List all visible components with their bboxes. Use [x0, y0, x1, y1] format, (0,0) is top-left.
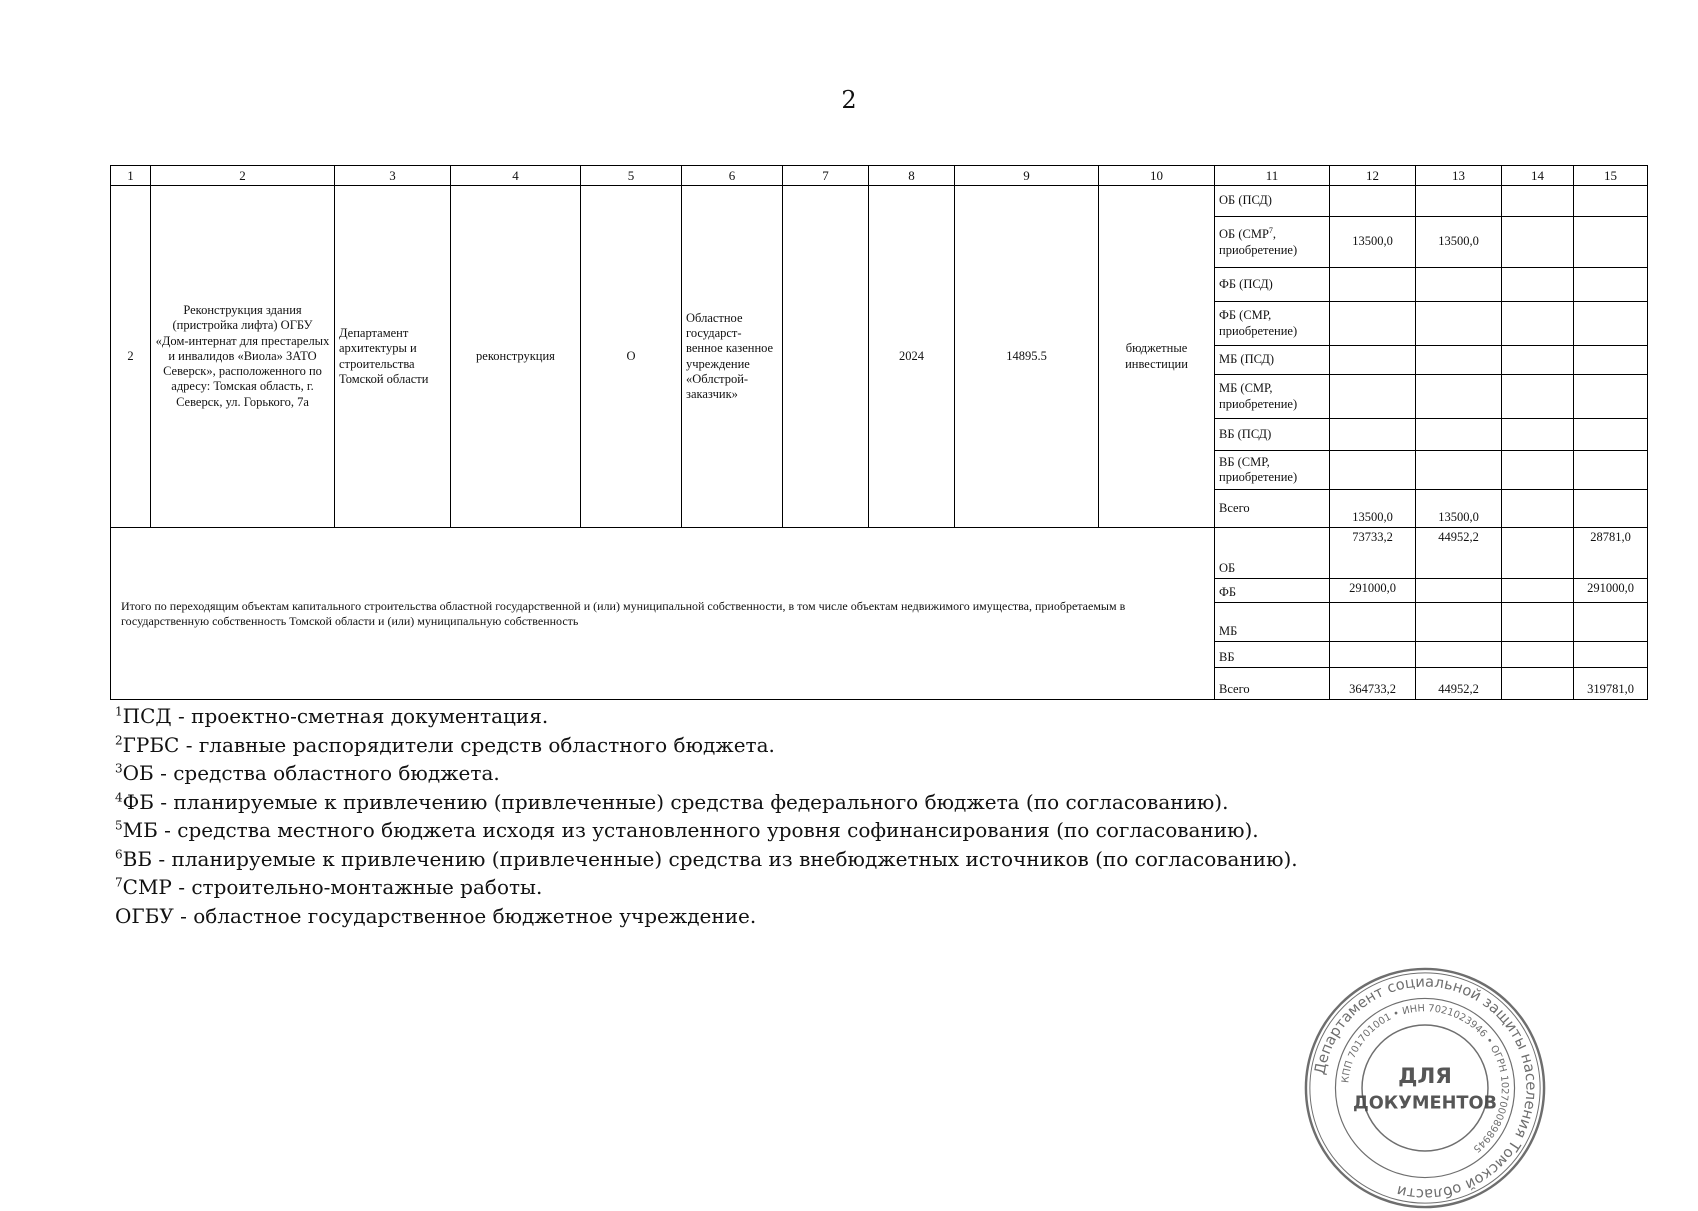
value-cell: [1330, 642, 1416, 668]
total-source-label: ВБ: [1215, 642, 1330, 668]
total-source-label: Всего: [1215, 668, 1330, 700]
value-cell: [1330, 268, 1416, 302]
value-cell: 291000,0: [1574, 579, 1648, 603]
grbs-name: Департамент архитектуры и строительства Томской области: [335, 186, 451, 528]
value-cell: [1330, 603, 1416, 642]
footnote: $^2$ГРБС - главные распорядители средств областного бюджета.: [115, 732, 775, 757]
col-header: 8: [869, 166, 955, 186]
row-number: 2: [111, 186, 151, 528]
col-header: 14: [1502, 166, 1574, 186]
official-stamp: [1302, 965, 1548, 1211]
source-label: ВБ (СМР, приобретение): [1215, 451, 1330, 490]
col-header: 13: [1416, 166, 1502, 186]
stamp-inner-text: КПП 701701001 • ИНН 7021023946 • ОГРН 1027000898945: [1340, 1003, 1510, 1155]
value-cell: [1502, 217, 1574, 268]
value-cell: [1416, 642, 1502, 668]
source-label: ФБ (СМР, приобретение): [1215, 302, 1330, 346]
value-cell: [1502, 346, 1574, 375]
source-label: ФБ (ПСД): [1215, 268, 1330, 302]
value-cell: 73733,2: [1330, 528, 1416, 579]
value-cell: [1416, 302, 1502, 346]
value-cell: [1416, 419, 1502, 451]
value-cell: [1416, 451, 1502, 490]
value-cell: [1502, 419, 1574, 451]
value-cell: [1574, 603, 1648, 642]
value-cell: [1574, 419, 1648, 451]
source-row: [111, 186, 1648, 217]
source-label: ОБ (СМР$^7$, приобретение): [1215, 217, 1330, 268]
value-cell: [1574, 217, 1648, 268]
page-number: 2: [841, 86, 857, 114]
value-cell: [1574, 346, 1648, 375]
col-header: 5: [581, 166, 682, 186]
col-header: 3: [335, 166, 451, 186]
col-header: 6: [682, 166, 783, 186]
value-cell: [1502, 603, 1574, 642]
value-cell: [1502, 528, 1574, 579]
value-cell: [1574, 302, 1648, 346]
value-cell: 13500,0: [1416, 217, 1502, 268]
value-cell: [1330, 346, 1416, 375]
value-cell: 291000,0: [1330, 579, 1416, 603]
value-cell: [1502, 451, 1574, 490]
investment-form: бюджетные инвестиции: [1099, 186, 1215, 528]
col-header: 9: [955, 166, 1099, 186]
col-header: 2: [151, 166, 335, 186]
col7-value: [783, 186, 869, 528]
footnote: $^6$ВБ - планируемые к привлечению (привлеченные) средства из внебюджетных источников (по согласованию).: [115, 846, 1298, 871]
value-cell: [1574, 451, 1648, 490]
year: 2024: [869, 186, 955, 528]
value-cell: [1574, 490, 1648, 528]
value-cell: [1502, 375, 1574, 419]
ownership: О: [581, 186, 682, 528]
value-cell: [1502, 642, 1574, 668]
stamp-center-line2: ДОКУМЕНТОВ: [1352, 1093, 1498, 1114]
col-header: 11: [1215, 166, 1330, 186]
value-cell: 13500,0: [1416, 490, 1502, 528]
customer-name: Областное государст-венное казенное учреждение «Облстрой-заказчик»: [682, 186, 783, 528]
col-header: 10: [1099, 166, 1215, 186]
capacity: 14895.5: [955, 186, 1099, 528]
value-cell: [1502, 579, 1574, 603]
footnote: $^3$ОБ - средства областного бюджета.: [115, 761, 500, 785]
col-header: 7: [783, 166, 869, 186]
value-cell: 13500,0: [1330, 490, 1416, 528]
value-cell: [1574, 375, 1648, 419]
footnotes: [115, 702, 1298, 930]
value-cell: [1502, 490, 1574, 528]
column-number-row: [111, 166, 1648, 186]
value-cell: [1330, 302, 1416, 346]
source-label: МБ (СМР, приобретение): [1215, 375, 1330, 419]
value-cell: [1416, 268, 1502, 302]
footnote: $^1$ПСД - проектно-сметная документация.: [115, 704, 549, 728]
source-label: ОБ (ПСД): [1215, 186, 1330, 217]
value-cell: [1502, 186, 1574, 217]
value-cell: [1502, 668, 1574, 700]
total-row: [111, 528, 1648, 579]
value-cell: [1330, 419, 1416, 451]
value-cell: [1330, 375, 1416, 419]
value-cell: [1330, 186, 1416, 217]
source-label: Всего: [1215, 490, 1330, 528]
work-type: реконструкция: [451, 186, 581, 528]
value-cell: 364733,2: [1330, 668, 1416, 700]
value-cell: [1574, 186, 1648, 217]
value-cell: 13500,0: [1330, 217, 1416, 268]
col-header: 4: [451, 166, 581, 186]
value-cell: [1416, 346, 1502, 375]
value-cell: [1574, 642, 1648, 668]
footnote: $^4$ФБ - планируемые к привлечению (привлеченные) средства федерального бюджета (по согласованию).: [115, 789, 1229, 814]
value-cell: [1416, 375, 1502, 419]
value-cell: 44952,2: [1416, 528, 1502, 579]
stamp-center-line1: ДЛЯ: [1398, 1064, 1452, 1090]
stamp-outer-text: Департамент социальной защиты населения Томской области: [1311, 973, 1540, 1203]
value-cell: [1416, 579, 1502, 603]
col-header: 12: [1330, 166, 1416, 186]
value-cell: [1574, 268, 1648, 302]
investment-table: [110, 165, 1648, 700]
col-header: 1: [111, 166, 151, 186]
footnote: $^7$СМР - строительно-монтажные работы.: [115, 875, 543, 899]
total-source-label: МБ: [1215, 603, 1330, 642]
footnote: $^5$МБ - средства местного бюджета исходя из установленного уровня софинансирования (по согласованию).: [115, 818, 1259, 842]
total-source-label: ФБ: [1215, 579, 1330, 603]
object-name: Реконструкция здания (пристройка лифта) ОГБУ «Дом-интернат для престарелых и инвалидов «Виола» ЗАТО Северск», расположенного по адресу: Томская область, г. Северск, ул. Горького, 7а: [151, 186, 335, 528]
total-source-label: ОБ: [1215, 528, 1330, 579]
source-label: ВБ (ПСД): [1215, 419, 1330, 451]
value-cell: [1502, 302, 1574, 346]
total-label: Итого по переходящим объектам капитального строительства областной государственной и (или) муниципальной собственности, в том числе объектам недвижимого имущества, приобретаемым в государственную собственность Томской области и (или) муниципальную собственность: [111, 528, 1215, 700]
col-header: 15: [1574, 166, 1648, 186]
value-cell: 28781,0: [1574, 528, 1648, 579]
value-cell: 44952,2: [1416, 668, 1502, 700]
value-cell: [1416, 186, 1502, 217]
value-cell: [1330, 451, 1416, 490]
value-cell: [1416, 603, 1502, 642]
source-label: МБ (ПСД): [1215, 346, 1330, 375]
value-cell: [1502, 268, 1574, 302]
footnote: ОГБУ - областное государственное бюджетное учреждение.: [115, 903, 757, 928]
value-cell: 319781,0: [1574, 668, 1648, 700]
